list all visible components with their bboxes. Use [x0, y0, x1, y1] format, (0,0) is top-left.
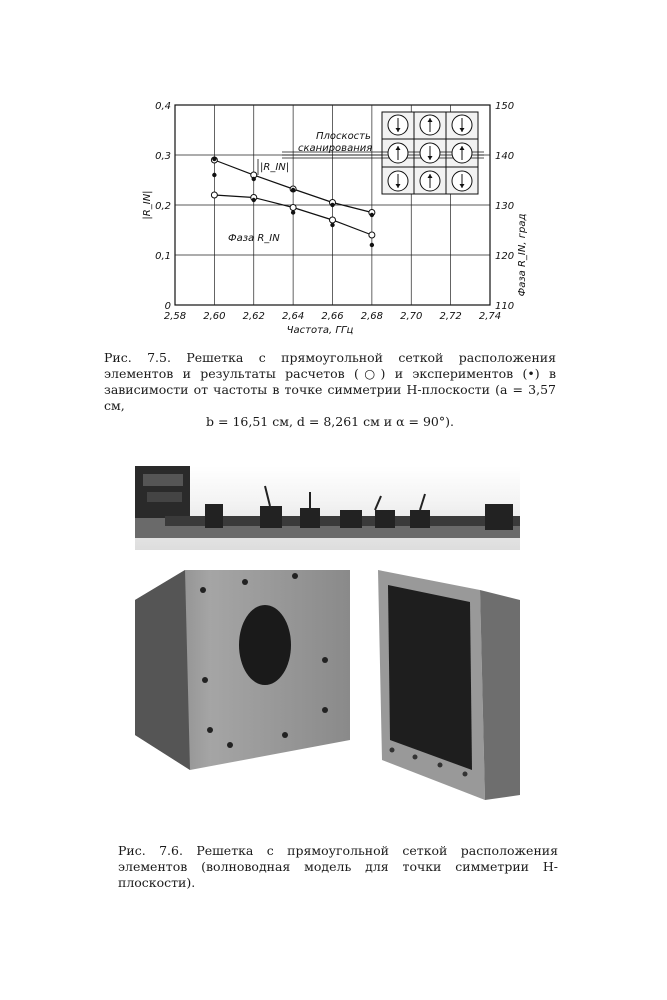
magnitude-curve-label: |R_IN|: [260, 162, 290, 173]
figure-7-5-caption: [104, 350, 556, 430]
x-tick-label: 2,62: [242, 311, 265, 322]
figure-7-5-caption-text: Решетка с прямоугольной сеткой расположения элементов и результаты расчетов (○) и экспериментов (•) в зависимости от частоты в точке симметрии H-плоскости (a = 3,57 см,: [104, 350, 556, 413]
y-left-tick-label: 0,1: [155, 251, 171, 262]
y-right-tick-label: 130: [495, 201, 515, 212]
x-tick-label: 2,60: [203, 311, 226, 322]
plane-label-line2: сканирования: [298, 143, 373, 154]
exp-point: [252, 198, 256, 202]
phase-curve-label: Фаза R_IN: [228, 233, 280, 244]
y-right-tick-label: 110: [495, 301, 515, 312]
figure-7-5-caption-label: Рис. 7.5.: [104, 350, 171, 365]
exp-point: [291, 210, 295, 214]
exp-point: [370, 213, 374, 217]
y-right-tick-label: 140: [495, 151, 515, 162]
x-tick-label: 2,58: [163, 311, 187, 322]
photo-waveguide-assembly: [135, 466, 520, 550]
x-tick-label: 2,64: [281, 311, 305, 322]
figure-7-5-caption-params: b = 16,51 см, d = 8,261 см и α = 90°).: [206, 414, 454, 429]
x-axis-label: Частота, ГГц: [286, 325, 354, 336]
y-left-tick-label: 0: [164, 301, 171, 312]
figure-7-6-caption-label: Рис. 7.6.: [118, 843, 183, 858]
exp-point: [370, 243, 374, 247]
plot-area: [142, 101, 528, 336]
y-right-tick-label: 120: [495, 251, 515, 262]
exp-point: [330, 223, 334, 227]
x-tick-label: 2,70: [400, 311, 423, 322]
x-tick-label: 2,66: [321, 311, 344, 322]
photo-waveguide-block: [135, 560, 350, 775]
figure-7-6-caption-text: Решетка с прямоугольной сеткой расположения элементов (волноводная модель для точки симметрии H-плоскости).: [118, 843, 558, 890]
y-left-tick-label: 0,4: [155, 101, 171, 112]
calc-point: [211, 192, 217, 198]
exp-point: [252, 177, 256, 181]
exp-point: [330, 203, 334, 207]
x-tick-label: 2,72: [439, 311, 462, 322]
calc-point: [290, 205, 296, 211]
y-left-tick-label: 0,3: [155, 151, 171, 162]
x-tick-label: 2,68: [360, 311, 384, 322]
y-right-tick-labels: [495, 101, 514, 312]
y-left-axis-label: |R_IN|: [142, 190, 153, 220]
exp-point: [212, 173, 216, 177]
x-tick-label: 2,74: [478, 311, 502, 322]
y-right-tick-label: 150: [495, 101, 515, 112]
exp-point: [212, 157, 216, 161]
y-left-tick-labels: [155, 101, 171, 312]
y-right-axis-label: Фаза R_IN, град: [517, 213, 528, 297]
figure-7-5-chart: [120, 95, 540, 345]
calc-point: [330, 217, 336, 223]
figure-7-6-caption: [118, 843, 558, 891]
photo-waveguide-aperture: [370, 560, 520, 815]
calc-point: [369, 232, 375, 238]
y-left-tick-label: 0,2: [155, 201, 171, 212]
x-tick-labels: [164, 311, 501, 322]
exp-point: [291, 188, 295, 192]
plane-label-line1: Плоскость: [316, 131, 371, 142]
